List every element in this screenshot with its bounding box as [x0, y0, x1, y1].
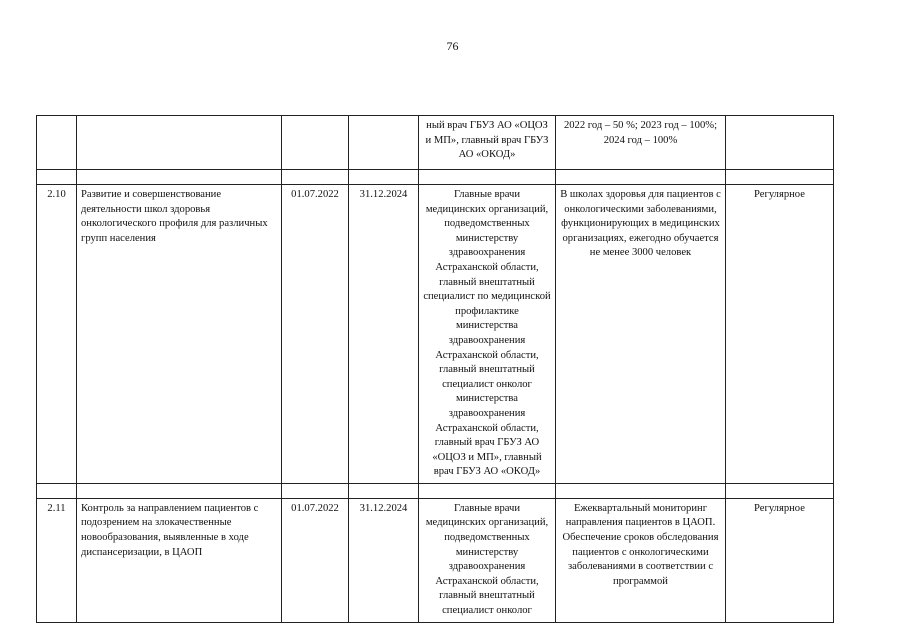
table-row [37, 116, 834, 170]
activity-type [726, 116, 834, 170]
end-date: 31.12.2024 [349, 498, 419, 622]
activity-type: Регулярное [726, 498, 834, 622]
activity-type: Регулярное [726, 185, 834, 484]
row-number: 2.11 [37, 498, 77, 622]
expected-result: 2022 год – 50 %; 2023 год – 100%; 2024 год – 100% [556, 116, 726, 170]
activity-name: Развитие и совершенствование деятельности школ здоровья онкологического профиля для различных групп населения [77, 185, 282, 484]
start-date: 01.07.2022 [282, 185, 349, 484]
row-number [37, 116, 77, 170]
responsible-executors: Главные врачи медицинских организаций, подведомственных министерству здравоохранения Астраханской области, главный внештатный специалист онколог [419, 498, 556, 622]
start-date: 01.07.2022 [282, 498, 349, 622]
responsible-executors: Главные врачи медицинских организаций, подведомственных министерству здравоохранения Астраханской области, главный внештатный специалист по медицинской профилактике министерства здравоохранения Астраханской области, главный внештатный специалист онколог министерства здравоохранения Астраханской области, главный врач ГБУЗ АО «ОЦОЗ и МП», главный врач ГБУЗ АО «ОКОД» [419, 185, 556, 484]
expected-result: Ежеквартальный мониторинг направления пациентов в ЦАОП. Обеспечение сроков обследования пациентов с онкологическими заболеваниями в соответствии с программой [556, 498, 726, 622]
responsible-executors: ный врач ГБУЗ АО «ОЦОЗ и МП», главный врач ГБУЗ АО «ОКОД» [419, 116, 556, 170]
plan-table [36, 115, 834, 623]
table-gap-row [37, 483, 834, 498]
row-number: 2.10 [37, 185, 77, 484]
table-gap-row [37, 170, 834, 185]
end-date [349, 116, 419, 170]
activity-name [77, 116, 282, 170]
table-row [37, 185, 834, 484]
start-date [282, 116, 349, 170]
expected-result: В школах здоровья для пациентов с онкологическими заболеваниями, функционирующих в медицинских организациях, ежегодно обучается не менее 3000 человек [556, 185, 726, 484]
page-number: 76 [446, 39, 459, 53]
table-row [37, 498, 834, 622]
activity-name: Контроль за направлением пациентов с подозрением на злокачественные новообразования, выявленные в ходе диспансеризации, в ЦАОП [77, 498, 282, 622]
end-date: 31.12.2024 [349, 185, 419, 484]
